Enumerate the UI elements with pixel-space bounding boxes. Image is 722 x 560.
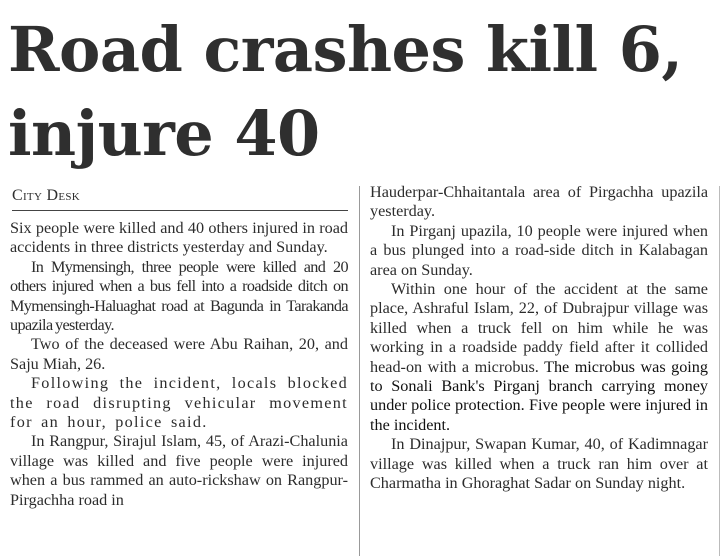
byline-rule [12, 210, 348, 211]
microbus-text: The microbus was going to Sonali Bank's Pirganj branch carrying money under police protection. Five people were injured in the incident. [370, 357, 708, 434]
left-column [10, 219, 348, 510]
ashraful-text: Within one hour of the accident at the same place, Ashraful Islam, 22, of Dubrajpur village was killed when a truck fell on him while he was working in a roadside paddy field after it collided head-on with a microbus. [370, 280, 708, 376]
paragraph-mymensingh: In Mymensingh, three people were killed and 20 others injured when a bus fell into a roadside ditch on Mymensingh-Haluaghat road at Bagunda in Tarakanda upazila yesterday. [10, 257, 348, 335]
paragraph-blockade: Following the incident, locals blocked the road disrupting vehicular movement for an hour, police said. [10, 374, 348, 432]
paragraph-rangpur: In Rangpur, Sirajul Islam, 45, of Arazi-Chalunia village was killed and five people were injured when a bus rammed an auto-rickshaw on Rangpur-Pirgachha road in [10, 432, 348, 509]
paragraph-ashraful [370, 280, 708, 435]
paragraph-rangpur-continued: Hauderpar-Chhaitantala area of Pirgachha upazila yesterday. [370, 183, 708, 221]
paragraph-pirganj: In Pirganj upazila, 10 people were injured when a bus plunged into a road-side ditch in Kalabagan area on Sunday. [370, 221, 708, 279]
paragraph-dinajpur: In Dinajpur, Swapan Kumar, 40, of Kadimnagar village was killed when a truck ran him over at Charmatha in Ghoraghat Sadar on Sunday night. [370, 435, 708, 493]
paragraph-deceased: Two of the deceased were Abu Raihan, 20, and Saju Miah, 26. [10, 335, 348, 373]
byline: City Desk [12, 187, 81, 204]
column-divider [359, 186, 360, 556]
right-column [370, 183, 708, 494]
right-edge-rule [719, 186, 720, 556]
headline: Road crashes kill 6, injure 40 [8, 13, 683, 170]
paragraph-intro: Six people were killed and 40 others injured in road accidents in three districts yesterday and Sunday. [10, 219, 348, 257]
